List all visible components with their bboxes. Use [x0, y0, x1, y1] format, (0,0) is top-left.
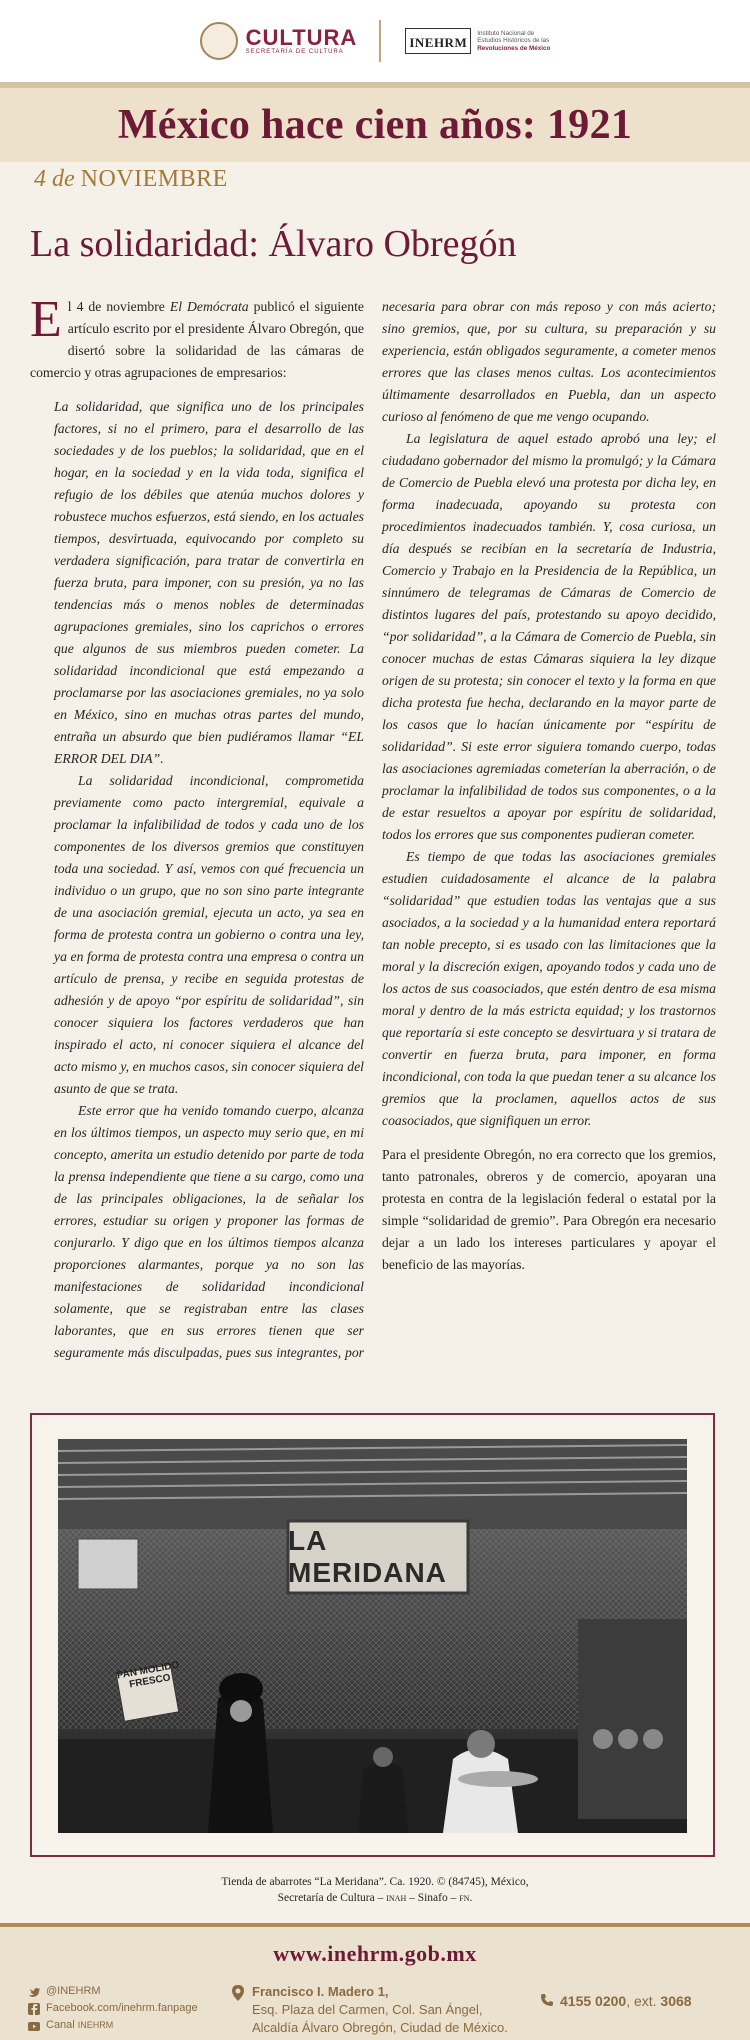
phone-block: 4155 0200, ext. 3068 — [560, 1993, 692, 2009]
article-column-left — [30, 291, 364, 1364]
location-pin-icon — [232, 1985, 244, 2001]
social-links — [28, 1983, 198, 2034]
facebook-link[interactable]: Facebook.com/inehrm.fanpage — [28, 2000, 198, 2017]
title-band — [0, 82, 750, 162]
cultura-subtitle: SECRETARÍA DE CULTURA — [245, 49, 344, 55]
inehrm-line3: Revoluciones de México — [477, 44, 551, 52]
store-photo-illustration — [58, 1439, 687, 1833]
caption-line-1: Tienda de abarrotes “La Meridana”. Ca. 1920. © (84745), México, — [221, 1876, 529, 1888]
eagle-seal-icon — [200, 22, 238, 60]
phone-number: 4155 0200 — [560, 1993, 627, 2009]
date-line — [34, 166, 228, 193]
quote-paragraph-5: Es tiempo de que todas las asociaciones gremiales estudien cuidadosamente el alcance de la palabra “solidaridad” que estudien todas las ventajas que a sus asociados, a la sociedad y a la humanidad entera reportará tan noble precepto, si es usado con las limitaciones que la moral y la discreción exigen, apoyando todos y cada uno de los actos de sus coasociados, que estén dentro de esa misma moral y dentro de la más estricta equidad; y los trastornos que reportaría si este concepto se desvirtuara y si tratara de convertir en fuerza bruta, para imponer, en forma incondicional, con toda la que puedan tener a su alcance los gremios que la proclamen, aquellos actos de sus coasociados, que signifiquen un error. — [382, 849, 716, 1128]
quote-paragraph-3: Este error que ha venido tomando cuerpo, alcanza en los últimos tiempos, un aspecto muy serio que, en mi concepto, amerita un estudio detenido por parte de toda la prensa independiente que tiene a su cargo, como una de las principales obligaciones, la de señalar los errores, estudiar su origen y proponer las formas de conjurarlo. Y digo que en los últimos tiempos alcanza proporciones alarmantes, porque ya no son las manifestaciones de solidaridad incondicional solamente, que se registraban entre las clases laborantes, que en sus errores tienen que ser seguramente más disculpadas, pues sus integrantes, por — [54, 1103, 364, 1360]
intro-paragraph: El 4 de noviembre El Demócrata publicó el siguiente artículo escrito por el presidente Álvaro Obregón, que disertó sobre la solidaridad de las cámaras de comercio y otras agrupaciones de empresarios: — [30, 291, 364, 380]
date-day: 4 — [34, 166, 46, 192]
date-month: NOVIEMBRE — [80, 166, 228, 192]
website-link[interactable]: www.inehrm.gob.mx — [273, 1941, 477, 1966]
inehrm-line1: Instituto Nacional de — [477, 29, 535, 37]
page-title: México hace cien años: 1921 — [117, 102, 633, 148]
address-line-3: Alcaldía Álvaro Obregón, Ciudad de México. — [252, 2020, 508, 2035]
logo-divider — [379, 20, 381, 62]
inehrm-logo — [405, 28, 550, 54]
inehrm-line2: Estudios Históricos de las — [477, 37, 550, 45]
quote-paragraph-3-continued: necesaria para obrar con más reposo y con más acierto; sino gremios, que, por su cultura, su preparación y su experiencia, están obligados seguramente, a cometer menos errores que las clases menos cultas. Los acontecimientos últimamente desarrollados en Puebla, dan un aspecto curioso al fenómeno de que me vengo ocupando. — [382, 299, 716, 424]
pan-sign: PAN MOLIDO FRESCO — [115, 1659, 181, 1691]
address-line-1: Francisco I. Madero 1, — [252, 1984, 389, 1999]
drop-cap: E — [30, 291, 62, 348]
article-column-right — [382, 296, 716, 1276]
phone-extension: 3068 — [660, 1993, 692, 2009]
store-sign: LA MERIDANA — [288, 1525, 447, 1588]
caption-line-2: Secretaría de Cultura – inah – Sinafo – fn. — [277, 1892, 473, 1904]
article-title: La solidaridad: Álvaro Obregón — [30, 223, 517, 265]
facebook-icon — [28, 2003, 40, 2015]
address-block — [252, 1983, 508, 2037]
quote-paragraph-2: La solidaridad incondicional, comprometida previamente como pacto intergremial, equivale a proclamar la infalibilidad de todos y cada uno de los componentes de los diversos gremios que constituyen toda una sociedad. Y así, vemos con qué frecuencia un individuo o un grupo, que no son sino parte integrante de una asociación gremial, ejecuta un acto, ya sea en forma de protesta contra un gobierno o contra una ley, ya en forma de protesta contra una empresa o contra un artículo de prensa, y recibe en seguida protestas de adhesión y de apoyo “por espíritu de solidaridad”, sin conocer siquiera los factores verdaderos que han inspirado el acto, ni conocer siquiera el alcance del acto mismo y, en muchos casos, sin conocer siquiera del asunto de que se trata. — [54, 773, 364, 1096]
phone-icon — [540, 1993, 554, 2007]
newspaper-name: El Demócrata — [169, 299, 249, 314]
twitter-icon — [28, 1986, 40, 1998]
address-line-2: Esq. Plaza del Carmen, Col. San Ángel, — [252, 2002, 483, 2017]
cultura-wordmark: CULTURA — [245, 25, 358, 50]
date-de: de — [52, 166, 75, 192]
photo-caption — [100, 1874, 650, 1906]
header-bar — [0, 0, 750, 82]
quote-paragraph-4: La legislatura de aquel estado aprobó una ley; el ciudadano gobernador del mismo la promulgó; y la Cámara de Comercio de Puebla elevó una protesta por dicha ley, en forma inadecuada, apoyando su protesta con procedimientos inadecuados también. Y, cosa curiosa, un día después se recibían en la secretaría de Industria, Comercio y Trabajo en la Presidencia de la República, un sinnúmero de telegramas de Cámaras de Comercio de distintos lugares del país, protestando su apoyo decidido, “por solidaridad”, a la Cámara de Comercio de Puebla, sin conocer muchas de estas Cámaras siquiera la ley dizque origen de su protesta; sin conocer el texto y la forma en que dicha protesta fue hecha, declarando en la mayor parte de los casos que lo hacían únicamente por “espíritu de solidaridad”. Si este error siguiera tomando cuerpo, todas las asociaciones agremiadas cometerían la aberración, o de proclamar la infalibilidad de todos sus componentes, o a la de estar resueltos a apoyar por espíritu de solidaridad, todos los errores que sus componentes pudieran cometer. — [382, 431, 716, 842]
inehrm-wordmark: INEHRM — [405, 28, 471, 54]
quote-paragraph-1: La solidaridad, que significa uno de los principales factores, si no el primero, para el desarrollo de las sociedades y de los pueblos; la solidaridad, que en el hogar, en la sociedad y en la vida toda, significa el refugio de los débiles que atenúa muchos dolores y robustece muchos esfuerzos, está siendo, en los actuales tiempos, desvirtuada, equivocando por completo su verdadera significación, para tratar de convertirla en fuerza bruta, para imponer, con su presión, ya no las tendencias más o menos nobles de determinadas agrupaciones gremiales, sino los caprichos o errores que algunos de sus miembros pueden cometer. La solidaridad incondicional que está empezando a proclamarse por las asociaciones gremiales, no ya solo en México, sino en muchas otras partes del mundo, entraña un absurdo que bien pudiéramos llamar “EL ERROR DEL DIA”. — [54, 399, 364, 766]
historic-photo — [58, 1439, 687, 1833]
youtube-icon — [28, 2020, 40, 2032]
twitter-link[interactable]: @INEHRM — [28, 1983, 198, 2000]
conclusion-paragraph: Para el presidente Obregón, no era correcto que los gremios, tanto patronales, obreros y de comercio, apoyaran una protesta en contra de la legislación federal o estatal por la simple “solidaridad de gremio”. Para Obregón era necesario dejar a un lado los intereses particulares y apoyar el beneficio de las mayorías. — [382, 1147, 716, 1272]
photo-frame — [30, 1413, 715, 1857]
youtube-link[interactable]: Canal INEHRM — [28, 2017, 198, 2034]
footer — [0, 1923, 750, 2040]
cultura-logo — [200, 22, 358, 60]
